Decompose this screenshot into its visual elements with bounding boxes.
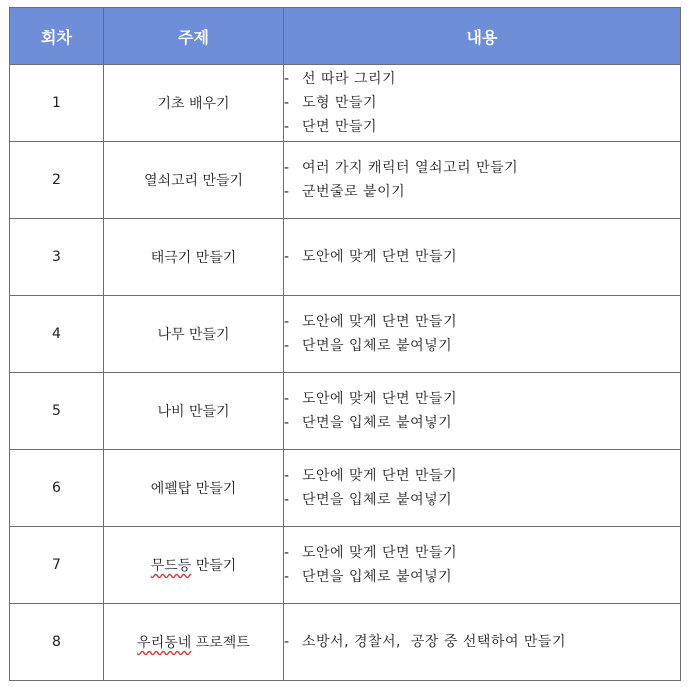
header-topic: 주제 [104, 8, 284, 65]
session-topic: 우리동네 프로젝트 [104, 604, 284, 681]
dash-bullet: - [284, 545, 290, 561]
content-list [284, 630, 680, 654]
session-number: 4 [10, 296, 104, 373]
dash-bullet: - [284, 569, 290, 585]
list-item: - 여러 가지 캐릭터 열쇠고리 만들기 [284, 156, 680, 180]
spellcheck-underlined-word: 무드등 [150, 558, 192, 574]
session-content [284, 527, 681, 604]
session-number: 5 [10, 373, 104, 450]
dash-bullet: - [284, 160, 290, 176]
content-list [284, 67, 680, 139]
dash-bullet: - [284, 249, 290, 265]
session-topic: 나무 만들기 [104, 296, 284, 373]
list-item: - 도안에 맞게 단면 만들기 [284, 387, 680, 411]
table-row [10, 450, 681, 527]
list-item: - 선 따라 그리기 [284, 67, 680, 91]
session-topic: 열쇠고리 만들기 [104, 142, 284, 219]
dash-bullet: - [284, 338, 290, 354]
session-topic: 무드등 만들기 [104, 527, 284, 604]
table-row [10, 604, 681, 681]
content-list [284, 464, 680, 512]
session-number: 3 [10, 219, 104, 296]
header-session: 회차 [10, 8, 104, 65]
session-number: 2 [10, 142, 104, 219]
session-number: 7 [10, 527, 104, 604]
list-item: - 단면을 입체로 붙여넣기 [284, 488, 680, 512]
content-list [284, 156, 680, 204]
list-item: - 도형 만들기 [284, 91, 680, 115]
dash-bullet: - [284, 184, 290, 200]
table-row [10, 65, 681, 142]
list-item: - 도안에 맞게 단면 만들기 [284, 245, 680, 269]
dash-bullet: - [284, 634, 290, 650]
list-item: - 도안에 맞게 단면 만들기 [284, 541, 680, 565]
list-item: - 군번줄로 붙이기 [284, 180, 680, 204]
session-number: 1 [10, 65, 104, 142]
spellcheck-underlined-word: 우리동네 [137, 635, 192, 651]
dash-bullet: - [284, 391, 290, 407]
session-content [284, 219, 681, 296]
content-list [284, 245, 680, 269]
session-content [284, 65, 681, 142]
table-row [10, 373, 681, 450]
dash-bullet: - [284, 71, 290, 87]
session-number: 8 [10, 604, 104, 681]
table-row [10, 142, 681, 219]
content-list [284, 387, 680, 435]
session-topic: 나비 만들기 [104, 373, 284, 450]
table-row [10, 219, 681, 296]
session-content [284, 450, 681, 527]
list-item: - 도안에 맞게 단면 만들기 [284, 464, 680, 488]
list-item: - 단면을 입체로 붙여넣기 [284, 334, 680, 358]
list-item: - 단면 만들기 [284, 115, 680, 139]
header-content: 내용 [284, 8, 681, 65]
table-row [10, 296, 681, 373]
content-list [284, 541, 680, 589]
dash-bullet: - [284, 492, 290, 508]
session-content [284, 296, 681, 373]
list-item: - 단면을 입체로 붙여넣기 [284, 411, 680, 435]
list-item: - 도안에 맞게 단면 만들기 [284, 310, 680, 334]
dash-bullet: - [284, 119, 290, 135]
dash-bullet: - [284, 415, 290, 431]
list-item: - 단면을 입체로 붙여넣기 [284, 565, 680, 589]
dash-bullet: - [284, 95, 290, 111]
content-list [284, 310, 680, 358]
session-topic: 에펠탑 만들기 [104, 450, 284, 527]
dash-bullet: - [284, 468, 290, 484]
session-topic: 태극기 만들기 [104, 219, 284, 296]
session-content [284, 373, 681, 450]
session-content [284, 142, 681, 219]
session-number: 6 [10, 450, 104, 527]
session-content [284, 604, 681, 681]
session-topic: 기초 배우기 [104, 65, 284, 142]
header-row [10, 8, 681, 65]
list-item: - 소방서, 경찰서, 공장 중 선택하여 만들기 [284, 630, 680, 654]
dash-bullet: - [284, 314, 290, 330]
curriculum-table [9, 7, 681, 681]
table-row [10, 527, 681, 604]
